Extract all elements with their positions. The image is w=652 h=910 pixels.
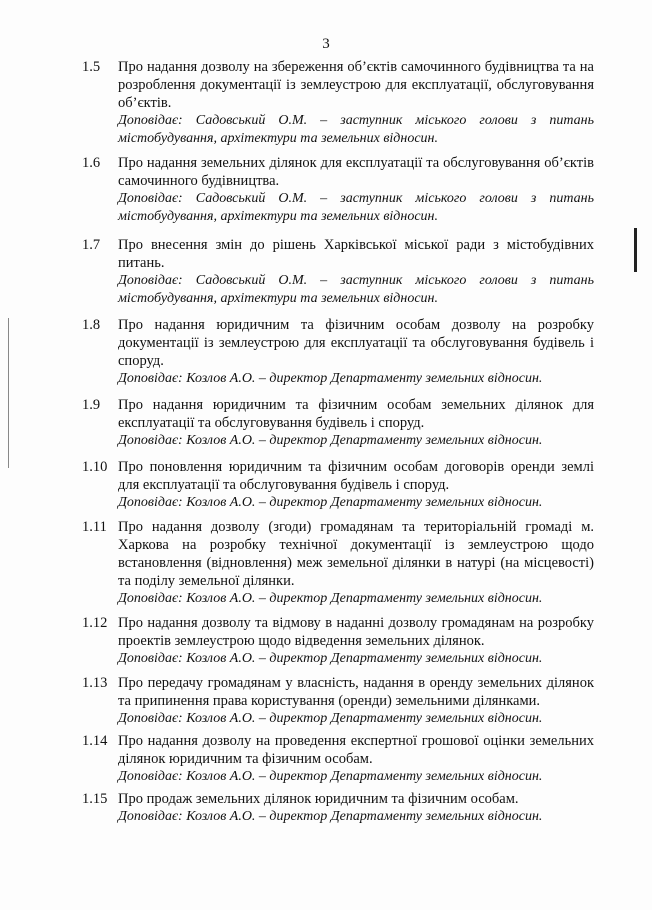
item-title: Про внесення змін до рішень Харківської міської ради з містобудівних питань.: [118, 237, 594, 271]
item-number: 1.9: [82, 397, 101, 413]
item-number: 1.11: [82, 519, 107, 535]
item-title: Про надання дозволу та відмову в наданні дозволу громадянам на розробку проектів землеустрою щодо відведення земельних ділянок.: [118, 615, 594, 649]
item-speaker: Доповідає: Садовський О.М. – заступник міського голови з питань містобудування, архітектури та земельних відносин.: [118, 273, 594, 306]
item-number: 1.6: [82, 155, 101, 171]
item-title: Про поновлення юридичним та фізичним особам договорів оренди землі для експлуатації та обслуговування будівель і споруд.: [118, 459, 594, 493]
item-title: Про передачу громадянам у власність, надання в оренду земельних ділянок та припинення права користування (оренди) земельними ділянками.: [118, 675, 594, 709]
item-speaker: Доповідає: Козлов А.О. – директор Департаменту земельних відносин.: [118, 433, 543, 448]
item-title: Про надання дозволу на збереження об’єктів самочинного будівництва та на розроблення документації із землеустрою для експлуатації, обслуговування об’єктів.: [118, 59, 594, 111]
item-speaker: Доповідає: Козлов А.О. – директор Департаменту земельних відносин.: [118, 591, 543, 606]
item-speaker: Доповідає: Козлов А.О. – директор Департаменту земельних відносин.: [118, 651, 543, 666]
item-speaker: Доповідає: Козлов А.О. – директор Департаменту земельних відносин.: [118, 769, 543, 784]
item-number: 1.14: [82, 733, 108, 749]
item-number: 1.7: [82, 237, 101, 253]
item-number: 1.8: [82, 317, 101, 333]
item-speaker: Доповідає: Козлов А.О. – директор Департаменту земельних відносин.: [118, 809, 543, 824]
item-title: Про надання дозволу (згоди) громадянам та територіальній громаді м. Харкова на розробку технічної документації із землеустрою щодо встановлення (відновлення) меж земельної ділянки в натурі (на місцевості) та поділу земельної ділянки.: [118, 519, 594, 589]
item-number: 1.12: [82, 615, 108, 631]
item-title: Про надання юридичним та фізичним особам земельних ділянок для експлуатації та обслуговування будівель і споруд.: [118, 397, 594, 431]
item-title: Про надання юридичним та фізичним особам дозволу на розробку документації із землеустрою для експлуатації та обслуговування будівель і споруд.: [118, 317, 594, 369]
item-number: 1.10: [82, 459, 108, 475]
item-speaker: Доповідає: Садовський О.М. – заступник міського голови з питань містобудування, архітектури та земельних відносин.: [118, 191, 594, 224]
item-number: 1.15: [82, 791, 108, 807]
scan-artifact-right: [634, 228, 637, 272]
item-speaker: Доповідає: Козлов А.О. – директор Департаменту земельних відносин.: [118, 711, 543, 726]
item-number: 1.5: [82, 59, 101, 75]
item-title: Про надання дозволу на проведення експертної грошової оцінки земельних ділянок юридичним та фізичним особам.: [118, 733, 594, 767]
scan-artifact-left: [8, 318, 9, 468]
item-title: Про надання земельних ділянок для експлуатації та обслуговування об’єктів самочинного будівництва.: [118, 155, 594, 189]
item-title: Про продаж земельних ділянок юридичним та фізичним особам.: [118, 791, 519, 807]
page-number: 3: [322, 36, 330, 52]
item-number: 1.13: [82, 675, 108, 691]
item-speaker: Доповідає: Садовський О.М. – заступник міського голови з питань містобудування, архітектури та земельних відносин.: [118, 113, 594, 146]
item-speaker: Доповідає: Козлов А.О. – директор Департаменту земельних відносин.: [118, 371, 543, 386]
item-speaker: Доповідає: Козлов А.О. – директор Департаменту земельних відносин.: [118, 495, 543, 510]
